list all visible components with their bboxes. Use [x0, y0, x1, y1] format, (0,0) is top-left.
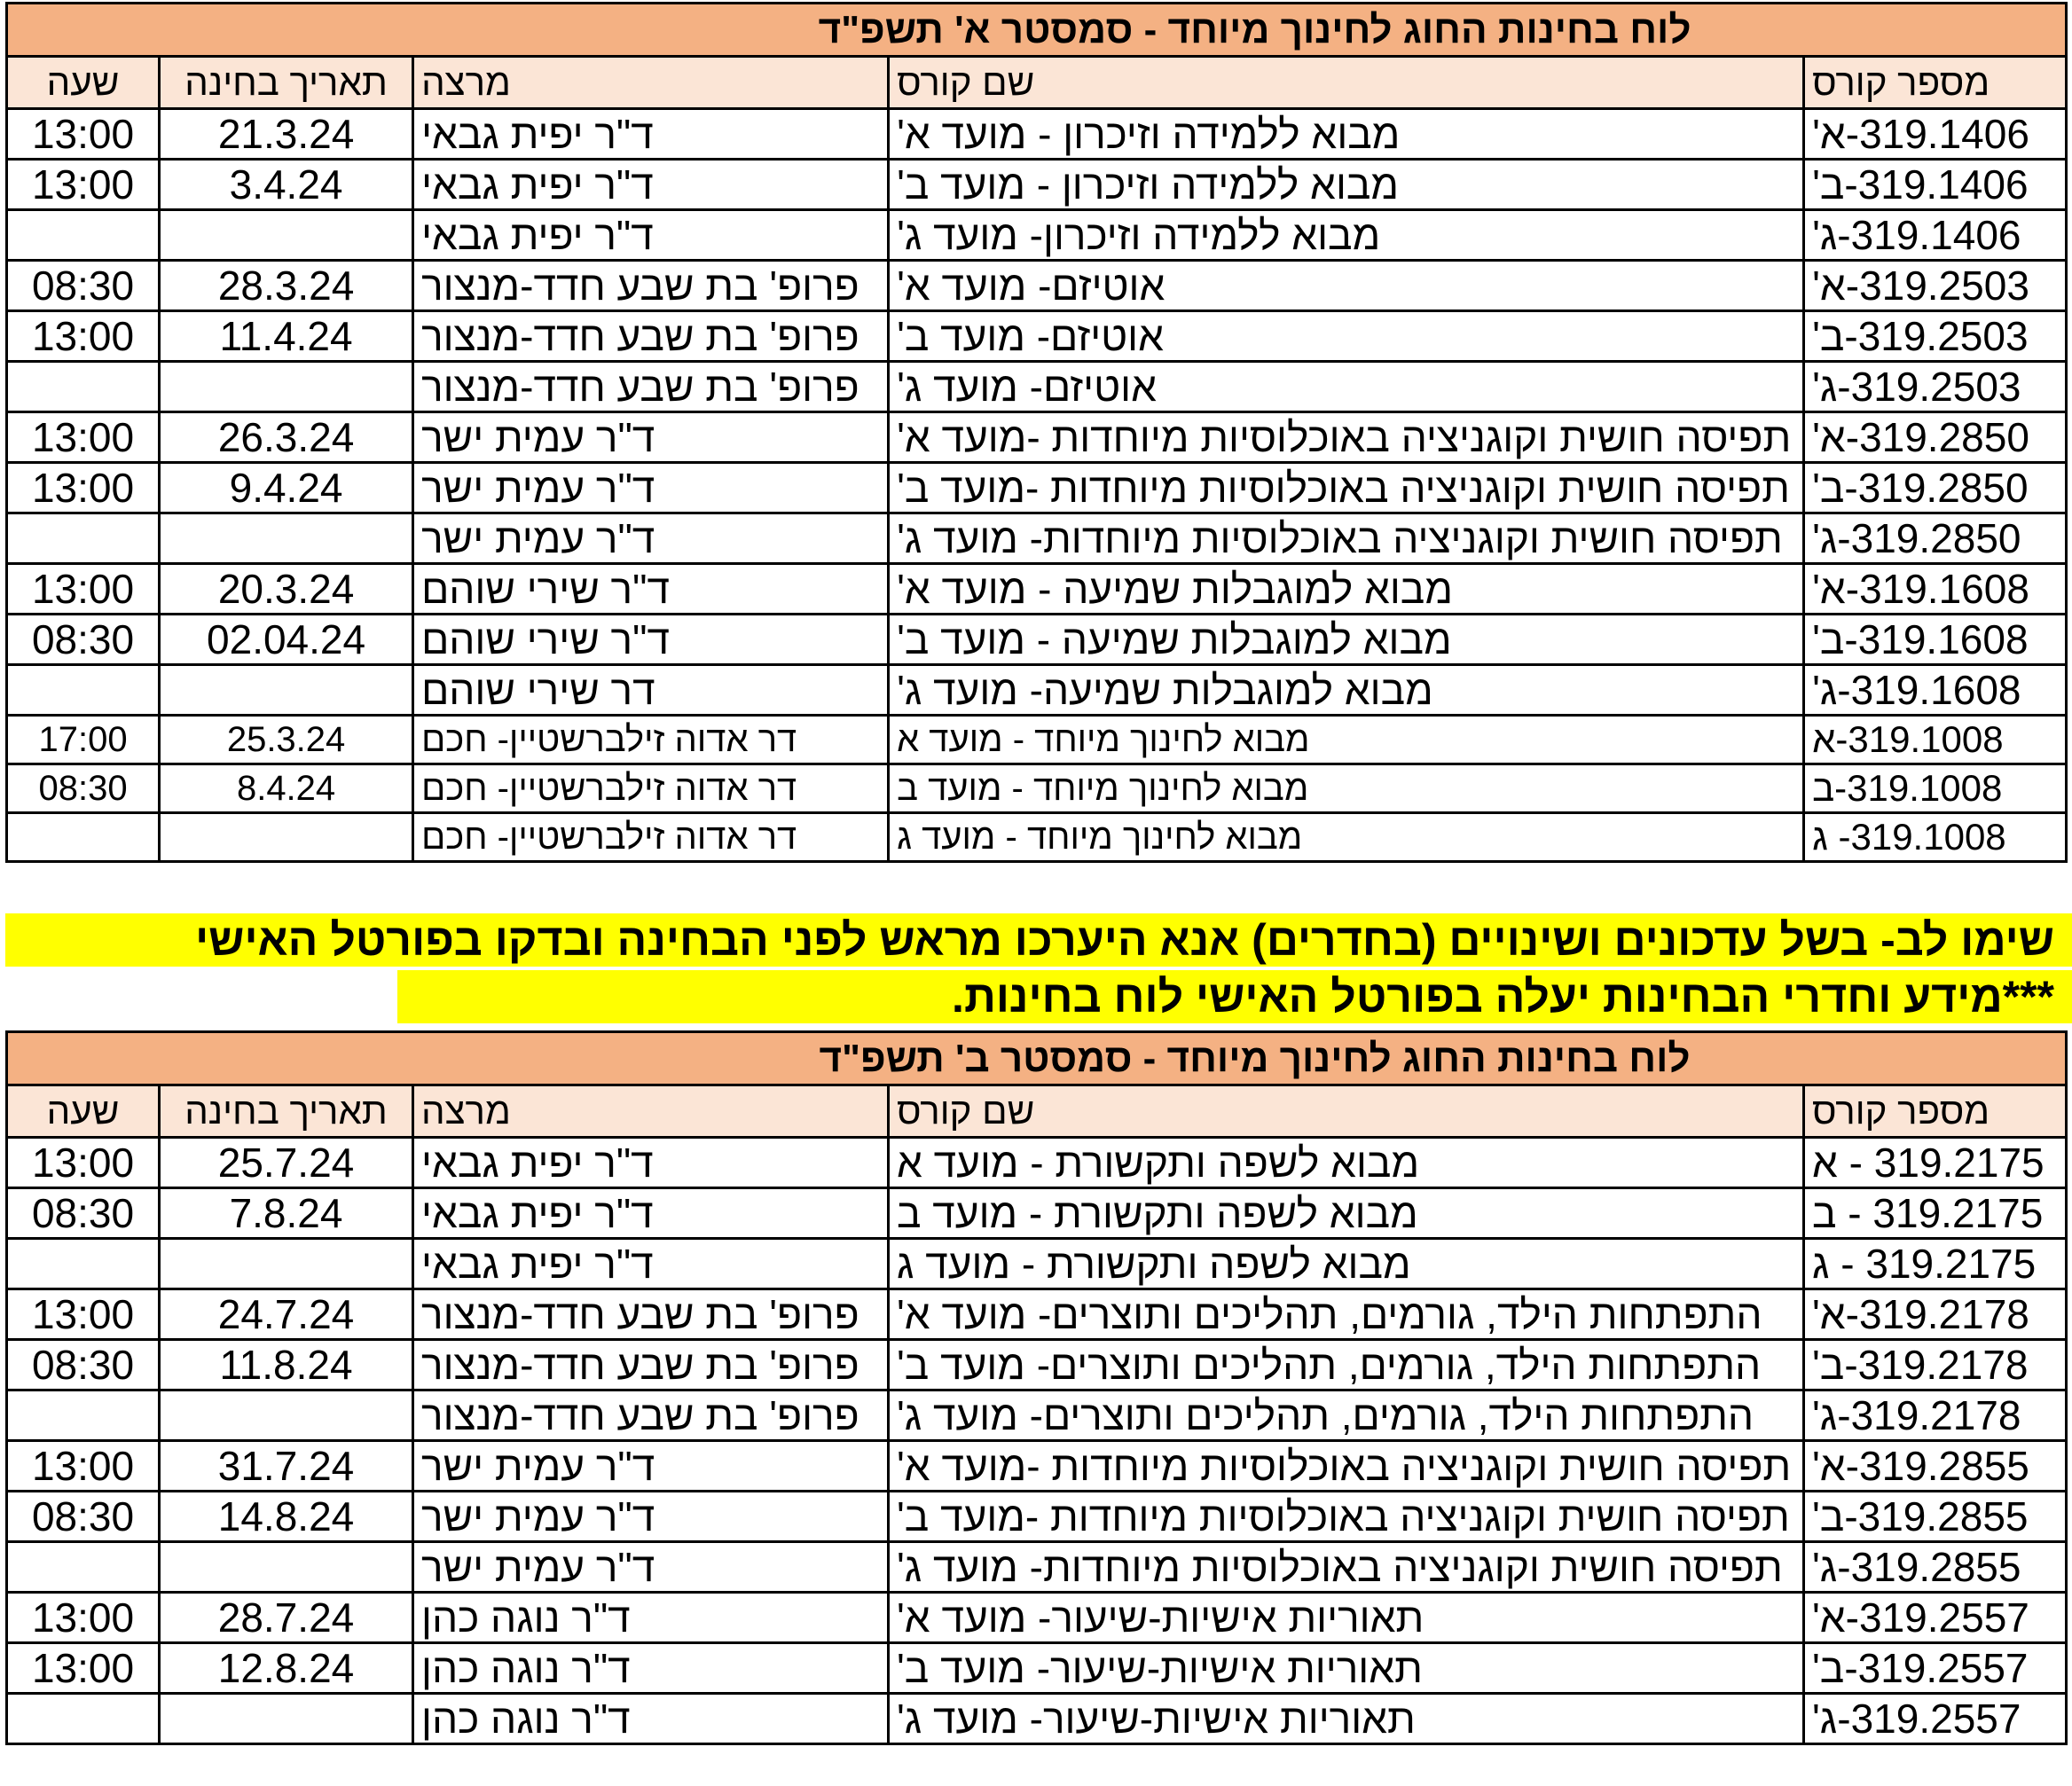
time-cell [7, 1239, 160, 1289]
semester-a-title: לוח בחינות החוג לחינוך מיוחד - סמסטר א' תשפ"ד [7, 4, 2067, 57]
lecturer-cell: פרופ' בת שבע חדד-מנצור [413, 311, 889, 362]
time-cell: 13:00 [7, 463, 160, 513]
table-row [7, 210, 2067, 261]
course-number-cell: 319.2503-ג' [1804, 362, 2067, 412]
exam-date-cell [160, 1390, 413, 1441]
lecturer-cell: ד"ר יפית גבאי [413, 210, 889, 261]
exam-date-cell: 14.8.24 [160, 1492, 413, 1542]
time-cell: 13:00 [7, 412, 160, 463]
time-cell: 13:00 [7, 1289, 160, 1340]
course-number-cell: 319.1406-ג' [1804, 210, 2067, 261]
semester-a-table [5, 2, 2068, 863]
time-cell [7, 362, 160, 412]
course-name-cell: מבוא למוגבלות שמיעה - מועד ב' [889, 615, 1804, 665]
course-number-cell: 319.1608-ב' [1804, 615, 2067, 665]
exam-date-cell [160, 1694, 413, 1744]
lecturer-cell: ד"ר עמית ישר [413, 1542, 889, 1593]
course-number-cell: 319.1406-א' [1804, 109, 2067, 160]
course-name-cell: תפיסה חושית וקוגניציה באוכלוסיות מיוחדות -מועד א' [889, 1441, 1804, 1492]
exam-date-cell [160, 210, 413, 261]
course-name-cell: מבוא לחינוך מיוחד - מועד ג [889, 813, 1804, 862]
exam-date-cell: 28.3.24 [160, 261, 413, 311]
lecturer-cell: ד"ר עמית ישר [413, 513, 889, 564]
course-name-cell: תאוריות אישיות-שיעור- מועד ב' [889, 1643, 1804, 1694]
lecturer-cell: ד"ר עמית ישר [413, 463, 889, 513]
lecturer-cell: פרופ' בת שבע חדד-מנצור [413, 261, 889, 311]
lecturer-cell: ד"ר נוגה כהן [413, 1694, 889, 1744]
course-number-cell: 319.2850-א' [1804, 412, 2067, 463]
exam-date-cell [160, 1542, 413, 1593]
course-name-cell: מבוא למוגבלות שמיעה- מועד ג' [889, 665, 1804, 716]
lecturer-cell: פרופ' בת שבע חדד-מנצור [413, 1340, 889, 1390]
table-row [7, 261, 2067, 311]
time-cell [7, 1694, 160, 1744]
lecturer-cell: פרופ' בת שבע חדד-מנצור [413, 1390, 889, 1441]
lecturer-cell: ד"ר עמית ישר [413, 1492, 889, 1542]
course-name-cell: מבוא ללמידה וזיכרון - מועד א' [889, 109, 1804, 160]
time-cell: 13:00 [7, 1643, 160, 1694]
table-row [7, 1138, 2067, 1188]
exam-date-cell: 3.4.24 [160, 160, 413, 210]
exam-date-cell: 7.8.24 [160, 1188, 413, 1239]
lecturer-cell: פרופ' בת שבע חדד-מנצור [413, 1289, 889, 1340]
course-number-cell: 319.2850-ג' [1804, 513, 2067, 564]
table-row [7, 1441, 2067, 1492]
course-number-cell: 319.2503-א' [1804, 261, 2067, 311]
course-number-cell: 319.1608-ג' [1804, 665, 2067, 716]
course-name-cell: תאוריות אישיות-שיעור- מועד ג' [889, 1694, 1804, 1744]
course-number-cell: 319.1008-ב [1804, 764, 2067, 813]
time-cell: 13:00 [7, 1138, 160, 1188]
exam-date-cell: 9.4.24 [160, 463, 413, 513]
lecturer-cell: דר אדוה זילברשטיין- חכם [413, 813, 889, 862]
lecturer-cell: דר אדוה זילברשטיין- חכם [413, 764, 889, 813]
exam-date-cell: 24.7.24 [160, 1289, 413, 1340]
course-name-cell: מבוא ללמידה וזיכרון- מועד ג' [889, 210, 1804, 261]
course-number-cell: 319.2175 - ג [1804, 1239, 2067, 1289]
lecturer-cell: דר אדוה זילברשטיין- חכם [413, 716, 889, 764]
exam-date-cell: 12.8.24 [160, 1643, 413, 1694]
course-number-cell: 319.1608-א' [1804, 564, 2067, 615]
time-cell: 08:30 [7, 764, 160, 813]
header-lecturer: מרצה [413, 57, 889, 109]
time-cell: 08:30 [7, 1188, 160, 1239]
header-course-number: מספר קורס [1804, 1085, 2067, 1138]
table-row [7, 160, 2067, 210]
header-course-name: שם קורס [889, 1085, 1804, 1138]
time-cell: 08:30 [7, 1492, 160, 1542]
exam-date-cell: 11.4.24 [160, 311, 413, 362]
lecturer-cell: ד"ר יפית גבאי [413, 1138, 889, 1188]
course-name-cell: תאוריות אישיות-שיעור- מועד א' [889, 1593, 1804, 1643]
course-name-cell: מבוא ללמידה וזיכרון - מועד ב' [889, 160, 1804, 210]
table-row [7, 1390, 2067, 1441]
course-name-cell: התפתחות הילד, גורמים, תהליכים ותוצרים- מועד א' [889, 1289, 1804, 1340]
table-row [7, 716, 2067, 764]
time-cell [7, 1390, 160, 1441]
exam-date-cell: 02.04.24 [160, 615, 413, 665]
lecturer-cell: ד"ר נוגה כהן [413, 1593, 889, 1643]
time-cell [7, 513, 160, 564]
exam-date-cell [160, 665, 413, 716]
course-number-cell: 319.2178-ב' [1804, 1340, 2067, 1390]
semester-a-rows [7, 109, 2067, 862]
time-cell: 13:00 [7, 109, 160, 160]
table-row [7, 1694, 2067, 1744]
time-cell [7, 210, 160, 261]
lecturer-cell: ד"ר יפית גבאי [413, 109, 889, 160]
course-name-cell: אוטיזם- מועד ב' [889, 311, 1804, 362]
exam-date-cell: 11.8.24 [160, 1340, 413, 1390]
time-cell [7, 1542, 160, 1593]
exam-date-cell: 25.7.24 [160, 1138, 413, 1188]
course-name-cell: אוטיזם- מועד ג' [889, 362, 1804, 412]
table-row [7, 311, 2067, 362]
course-name-cell: תפיסה חושית וקוגניציה באוכלוסיות מיוחדות -מועד א' [889, 412, 1804, 463]
table-row [7, 109, 2067, 160]
lecturer-cell: ד"ר יפית גבאי [413, 160, 889, 210]
time-cell [7, 665, 160, 716]
lecturer-cell: דר שירי שוהם [413, 665, 889, 716]
course-number-cell: 319.1406-ב' [1804, 160, 2067, 210]
course-number-cell: 319.2855-א' [1804, 1441, 2067, 1492]
course-name-cell: מבוא לחינוך מיוחד - מועד א [889, 716, 1804, 764]
exam-date-cell: 28.7.24 [160, 1593, 413, 1643]
notice-line-1: שימו לב- בשל עדכונים ושינויים (בחדרים) אנא היערכו מראש לפני הבחינה ובדקו בפורטל האישי [5, 913, 2072, 967]
exam-date-cell: 25.3.24 [160, 716, 413, 764]
exam-date-cell [160, 362, 413, 412]
exam-date-cell [160, 1239, 413, 1289]
table-row [7, 764, 2067, 813]
time-cell: 13:00 [7, 1593, 160, 1643]
lecturer-cell: ד"ר יפית גבאי [413, 1239, 889, 1289]
semester-b-title: לוח בחינות החוג לחינוך מיוחד - סמסטר ב' תשפ"ד [7, 1032, 2067, 1085]
time-cell: 13:00 [7, 564, 160, 615]
time-cell: 17:00 [7, 716, 160, 764]
course-number-cell: 319.2178-ג' [1804, 1390, 2067, 1441]
table-row [7, 1542, 2067, 1593]
header-course-name: שם קורס [889, 57, 1804, 109]
time-cell [7, 813, 160, 862]
header-course-number: מספר קורס [1804, 57, 2067, 109]
table-row [7, 412, 2067, 463]
course-number-cell: 319.2503-ב' [1804, 311, 2067, 362]
time-cell: 13:00 [7, 1441, 160, 1492]
table-row [7, 1188, 2067, 1239]
lecturer-cell: ד"ר עמית ישר [413, 1441, 889, 1492]
lecturer-cell: פרופ' בת שבע חדד-מנצור [413, 362, 889, 412]
course-name-cell: מבוא לשפה ותקשורת - מועד ב [889, 1188, 1804, 1239]
course-number-cell: 319.2557-ג' [1804, 1694, 2067, 1744]
header-time: שעה [7, 1085, 160, 1138]
table-row [7, 665, 2067, 716]
course-number-cell: 319.2178-א' [1804, 1289, 2067, 1340]
table-row [7, 1593, 2067, 1643]
header-exam-date: תאריך בחינה [160, 57, 413, 109]
course-name-cell: מבוא לחינוך מיוחד - מועד ב [889, 764, 1804, 813]
course-name-cell: תפיסה חושית וקוגניציה באוכלוסיות מיוחדות -מועד ב' [889, 1492, 1804, 1542]
table-row [7, 1643, 2067, 1694]
table-row [7, 564, 2067, 615]
table-row [7, 1289, 2067, 1340]
course-name-cell: תפיסה חושית וקוגניציה באוכלוסיות מיוחדות -מועד ב' [889, 463, 1804, 513]
course-name-cell: תפיסה חושית וקוגניציה באוכלוסיות מיוחדות- מועד ג' [889, 513, 1804, 564]
course-name-cell: מבוא לשפה ותקשורת - מועד א [889, 1138, 1804, 1188]
header-lecturer: מרצה [413, 1085, 889, 1138]
table-row [7, 362, 2067, 412]
time-cell: 08:30 [7, 261, 160, 311]
table-row [7, 1492, 2067, 1542]
notice-line-2: ***מידע וחדרי הבחינות יעלה בפורטל האישי לוח בחינות. [397, 970, 2072, 1023]
course-number-cell: 319.2557-ב' [1804, 1643, 2067, 1694]
table-row [7, 813, 2067, 862]
lecturer-cell: ד"ר שירי שוהם [413, 564, 889, 615]
table-row [7, 1340, 2067, 1390]
course-name-cell: התפתחות הילד, גורמים, תהליכים ותוצרים- מועד ג' [889, 1390, 1804, 1441]
table-row [7, 513, 2067, 564]
lecturer-cell: ד"ר עמית ישר [413, 412, 889, 463]
course-number-cell: 319.2850-ב' [1804, 463, 2067, 513]
time-cell: 08:30 [7, 1340, 160, 1390]
exam-date-cell [160, 813, 413, 862]
time-cell: 08:30 [7, 615, 160, 665]
course-name-cell: מבוא לשפה ותקשורת - מועד ג [889, 1239, 1804, 1289]
course-number-cell: 319.2175 - ב [1804, 1188, 2067, 1239]
course-number-cell: 319.2175 - א [1804, 1138, 2067, 1188]
course-name-cell: התפתחות הילד, גורמים, תהליכים ותוצרים- מועד ב' [889, 1340, 1804, 1390]
time-cell: 13:00 [7, 311, 160, 362]
exam-date-cell: 26.3.24 [160, 412, 413, 463]
lecturer-cell: ד"ר שירי שוהם [413, 615, 889, 665]
course-number-cell: 319.1008- ג [1804, 813, 2067, 862]
course-number-cell: 319.2855-ג' [1804, 1542, 2067, 1593]
table-row [7, 615, 2067, 665]
course-number-cell: 319.2557-א' [1804, 1593, 2067, 1643]
course-name-cell: מבוא למוגבלות שמיעה - מועד א' [889, 564, 1804, 615]
exam-date-cell [160, 513, 413, 564]
table-row [7, 463, 2067, 513]
table-row [7, 1239, 2067, 1289]
course-name-cell: אוטיזם- מועד א' [889, 261, 1804, 311]
course-number-cell: 319.2855-ב' [1804, 1492, 2067, 1542]
exam-date-cell: 8.4.24 [160, 764, 413, 813]
time-cell: 13:00 [7, 160, 160, 210]
lecturer-cell: ד"ר נוגה כהן [413, 1643, 889, 1694]
exam-date-cell: 21.3.24 [160, 109, 413, 160]
header-time: שעה [7, 57, 160, 109]
semester-b-table [5, 1030, 2068, 1745]
course-number-cell: 319.1008-א [1804, 716, 2067, 764]
course-name-cell: תפיסה חושית וקוגניציה באוכלוסיות מיוחדות- מועד ג' [889, 1542, 1804, 1593]
header-exam-date: תאריך בחינה [160, 1085, 413, 1138]
exam-date-cell: 31.7.24 [160, 1441, 413, 1492]
lecturer-cell: ד"ר יפית גבאי [413, 1188, 889, 1239]
exam-date-cell: 20.3.24 [160, 564, 413, 615]
semester-b-rows [7, 1138, 2067, 1744]
